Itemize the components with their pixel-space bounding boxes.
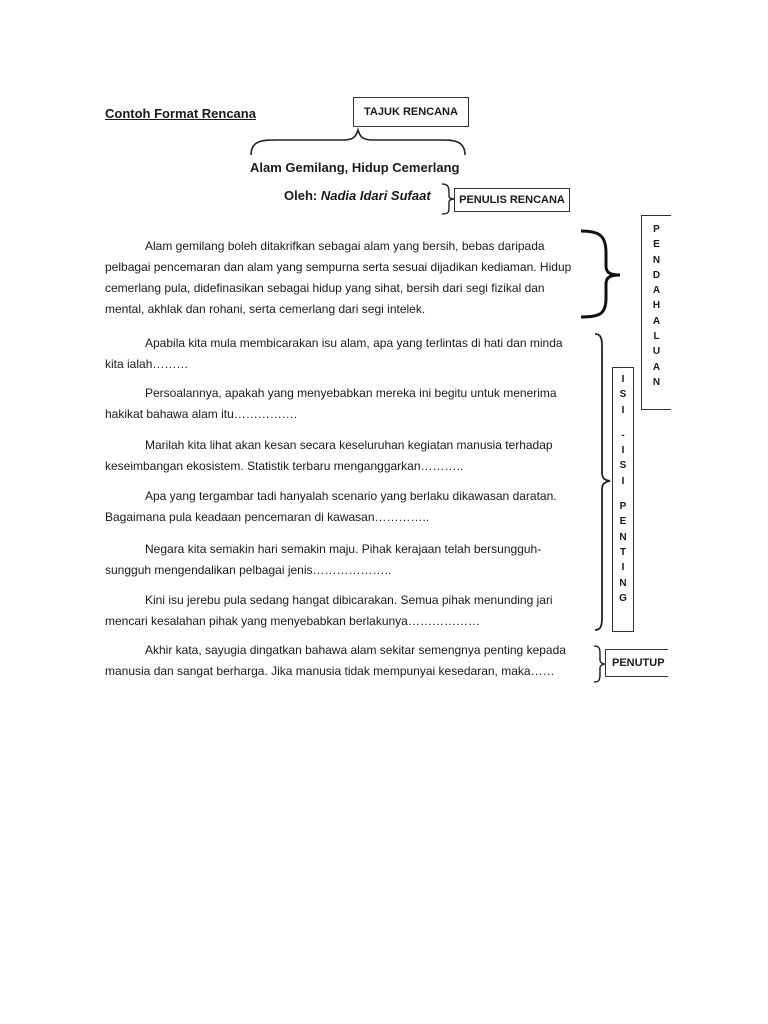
isi-char: S — [619, 460, 627, 472]
intro-line-3: cemerlang pula, didefinasikan sebagai hidup yang sihat, bersih dari segi fizikal dan — [105, 281, 545, 295]
paragraph-content-2 — [105, 383, 593, 425]
article-byline — [284, 188, 431, 203]
paragraph-introduction — [105, 236, 593, 320]
pendahuluan-char: A — [652, 315, 661, 327]
content-1-line-2: kita ialah……… — [105, 357, 189, 371]
pendahuluan-char: N — [652, 254, 661, 266]
isi-char: S — [619, 389, 627, 401]
paragraph-content-6 — [105, 590, 593, 632]
isi-char: I — [621, 404, 625, 416]
isi-char: N — [619, 577, 627, 589]
pendahuluan-char: H — [652, 300, 661, 312]
content-5-line-1: Negara kita semakin hari semakin maju. Pihak kerajaan telah bersungguh- — [145, 542, 542, 556]
isi-char: I — [621, 475, 625, 487]
content-5-line-2: sungguh mengendalikan pelbagai jenis……………….. — [105, 563, 392, 577]
isi-char: - — [621, 429, 625, 441]
pendahuluan-char: A — [652, 361, 661, 373]
content-1-line-1: Apabila kita mula membicarakan isu alam, apa yang terlintas di hati dan minda — [145, 336, 563, 350]
tajuk-rencana-label — [353, 97, 469, 127]
paragraph-content-5 — [105, 539, 593, 581]
penulis-rencana-text: PENULIS RENCANA — [459, 194, 565, 206]
paragraph-content-4 — [105, 486, 593, 528]
content-4-line-2: Bagaimana pula keadaan pencemaran di kawasan………….. — [105, 510, 430, 524]
pendahuluan-char: N — [652, 376, 661, 388]
paragraph-content-3 — [105, 435, 593, 477]
paragraph-conclusion — [105, 640, 593, 682]
content-brace — [592, 332, 614, 632]
pendahuluan-char: A — [652, 285, 661, 297]
content-6-line-1: Kini isu jerebu pula sedang hangat dibicarakan. Semua pihak menunding jari — [145, 593, 553, 607]
author-name: Nadia Idari Sufaat — [320, 188, 431, 203]
introduction-brace — [578, 228, 624, 320]
penutup-text: PENUTUP — [612, 657, 665, 669]
content-6-line-2: mencari kesalahan pihak yang menyebabkan berlakunya……………… — [105, 614, 480, 628]
isi-char: T — [619, 546, 627, 558]
intro-line-2: pelbagai pencemaran dan alam yang sempurna serta sesuai dijadikan kediaman. Hidup — [105, 260, 572, 274]
intro-line-1: Alam gemilang boleh ditakrifkan sebagai alam yang bersih, bebas daripada — [145, 239, 545, 253]
pendahuluan-char: P — [653, 224, 660, 235]
byline-prefix: Oleh: — [284, 188, 321, 203]
isi-char: N — [619, 531, 627, 543]
pendahuluan-label — [641, 215, 671, 410]
isi-char: P — [619, 501, 627, 513]
content-4-line-1: Apa yang tergambar tadi hanyalah scenario yang berlaku dikawasan daratan. — [145, 489, 557, 503]
pendahuluan-char: D — [652, 269, 661, 281]
pendahuluan-char: L — [653, 331, 660, 343]
pendahuluan-char: E — [653, 239, 660, 251]
article-title: Alam Gemilang, Hidup Cemerlang — [250, 160, 460, 175]
penulis-rencana-label — [454, 188, 570, 212]
page-heading: Contoh Format Rencana — [105, 106, 256, 121]
content-2-line-1: Persoalannya, apakah yang menyebabkan mereka ini begitu untuk menerima — [145, 386, 557, 400]
isi-char: G — [619, 592, 627, 604]
conclusion-line-2: manusia dan sangat berharga. Jika manusia tidak mempunyai kesedaran, maka…… — [105, 664, 555, 678]
content-2-line-2: hakikat bahawa alam itu……………. — [105, 407, 298, 421]
title-brace — [248, 128, 468, 158]
penutup-label — [605, 649, 668, 677]
isi-char: E — [619, 516, 627, 528]
isi-char: I — [621, 374, 625, 385]
conclusion-brace — [592, 644, 606, 684]
pendahuluan-char: U — [652, 346, 661, 358]
isi-char: I — [621, 445, 625, 457]
intro-line-4: mental, akhlak dan rohani, serta cemerlang dari segi intelek. — [105, 302, 426, 316]
content-3-line-1: Marilah kita lihat akan kesan secara keseluruhan kegiatan manusia terhadap — [145, 438, 553, 452]
isi-penting-label — [612, 367, 634, 632]
isi-char: I — [621, 562, 625, 574]
tajuk-rencana-text: TAJUK RENCANA — [364, 106, 458, 118]
paragraph-content-1 — [105, 333, 593, 375]
conclusion-line-1: Akhir kata, sayugia dingatkan bahawa alam sekitar semengnya penting kepada — [145, 643, 566, 657]
content-3-line-2: keseimbangan ekosistem. Statistik terbaru menganggarkan……….. — [105, 459, 464, 473]
